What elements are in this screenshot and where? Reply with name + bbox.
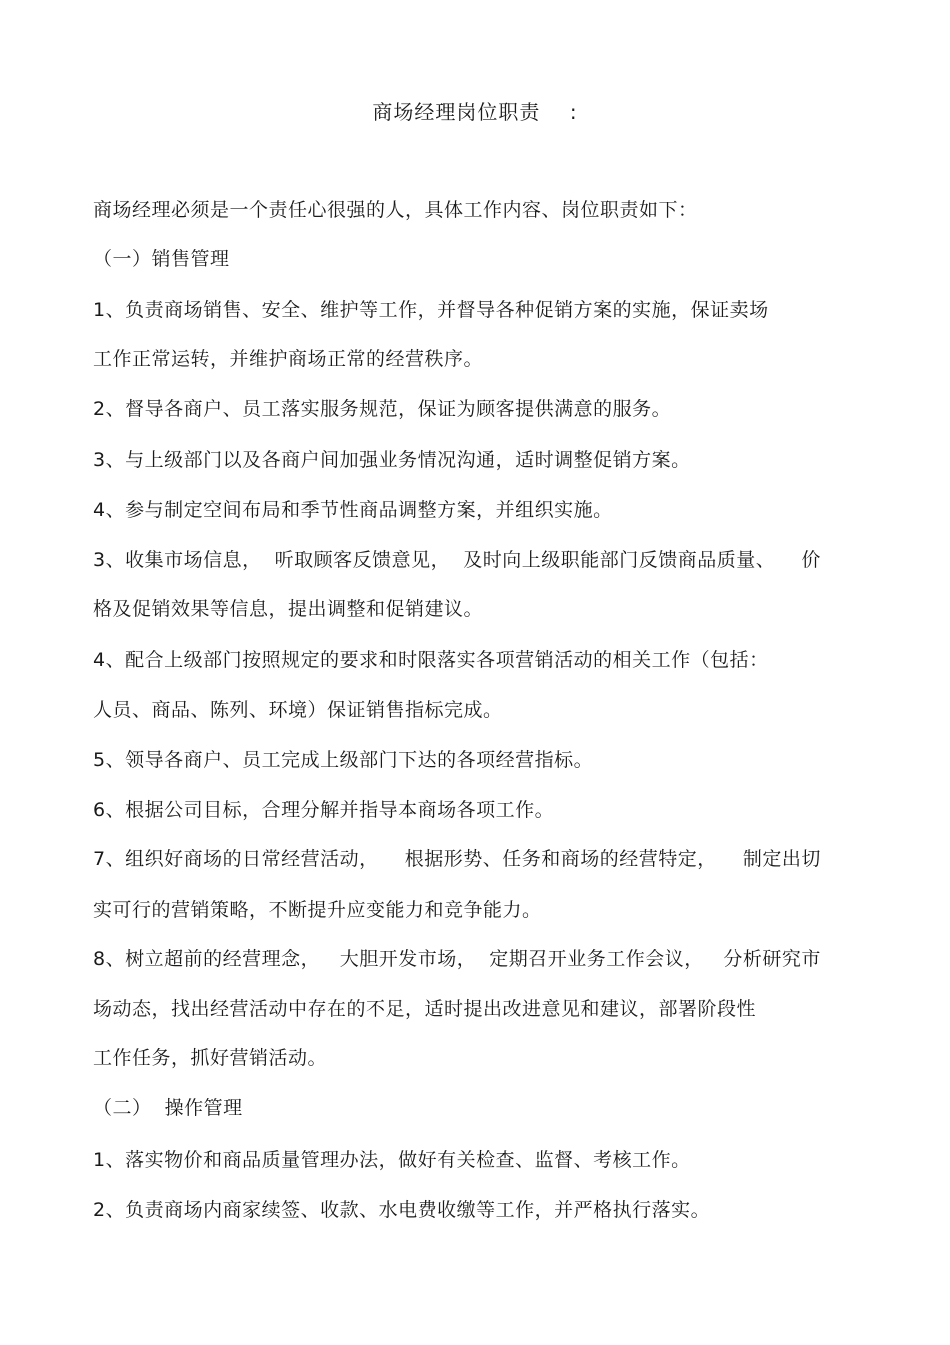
operations-item-1: 1、落实物价和商品质量管理办法，做好有关检查、监督、考核工作。	[93, 1149, 691, 1171]
sales-item-4: 4、参与制定空间布局和季节性商品调整方案，并组织实施。	[93, 499, 613, 521]
sales-item-10-line-2: 场动态，找出经营活动中存在的不足，适时提出改进意见和建议，部署阶段性	[93, 998, 757, 1020]
sales-item-10-line-3: 工作任务，抓好营销活动。	[93, 1047, 328, 1069]
sales-item-2: 2、督导各商户、员工落实服务规范，保证为顾客提供满意的服务。	[93, 398, 672, 420]
sales-item-1-line-1: 1、负责商场销售、安全、维护等工作，并督导各种促销方案的实施，保证卖场	[93, 299, 769, 321]
sales-item-1-line-2: 工作正常运转，并维护商场正常的经营秩序。	[93, 348, 484, 370]
sales-item-6-line-2: 人员、商品、陈列、环境）保证销售指标完成。	[93, 699, 503, 721]
sales-item-10-line-1: 8、树立超前的经营理念， 大胆开发市场， 定期召开业务工作会议， 分析研究市	[93, 948, 821, 970]
section-heading-operations: （二） 操作管理	[93, 1097, 243, 1119]
sales-item-5-line-2: 格及促销效果等信息，提出调整和促销建议。	[93, 598, 484, 620]
sales-item-9-line-2: 实可行的营销策略，不断提升应变能力和竞争能力。	[93, 899, 542, 921]
sales-item-9-line-1: 7、组织好商场的日常经营活动， 根据形势、任务和商场的经营特定， 制定出切	[93, 848, 821, 870]
operations-item-2: 2、负责商场内商家续签、收款、水电费收缴等工作，并严格执行落实。	[93, 1199, 711, 1221]
document-title: 商场经理岗位职责 :	[372, 100, 578, 124]
intro-paragraph: 商场经理必须是一个责任心很强的人，具体工作内容、岗位职责如下：	[93, 199, 698, 221]
sales-item-3: 3、与上级部门以及各商户间加强业务情况沟通，适时调整促销方案。	[93, 449, 691, 471]
sales-item-6-line-1: 4、配合上级部门按照规定的要求和时限落实各项营销活动的相关工作（包括：	[93, 649, 769, 671]
sales-item-5-line-1: 3、收集市场信息， 听取顾客反馈意见， 及时向上级职能部门反馈商品质量、 价	[93, 549, 821, 571]
sales-item-7: 5、领导各商户、员工完成上级部门下达的各项经营指标。	[93, 749, 594, 771]
sales-item-8: 6、根据公司目标，合理分解并指导本商场各项工作。	[93, 799, 555, 821]
section-heading-sales: （一）销售管理	[93, 248, 230, 270]
